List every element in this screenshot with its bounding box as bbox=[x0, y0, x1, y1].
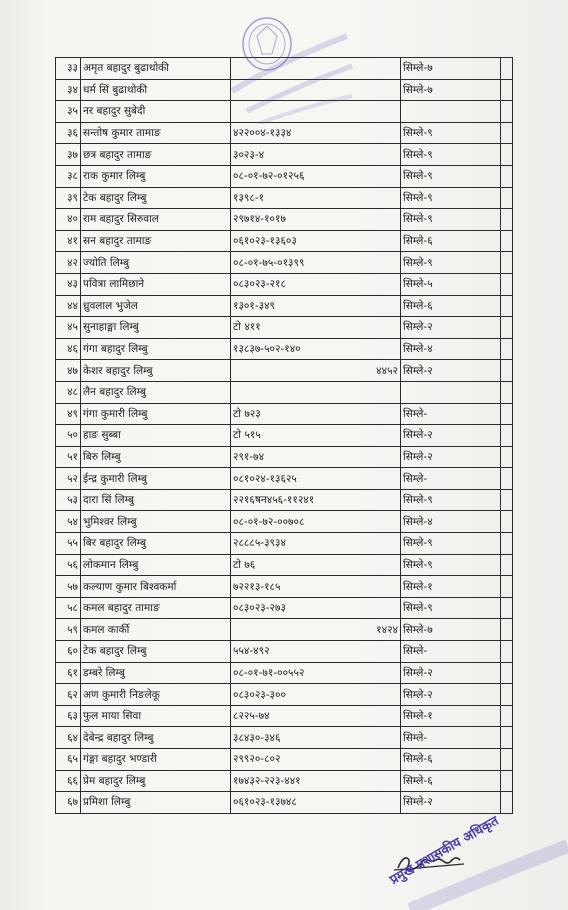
row-name: बिरु लिम्बु bbox=[81, 446, 231, 468]
row-remarks bbox=[501, 381, 513, 403]
table-row bbox=[56, 684, 513, 706]
row-number: ३९ bbox=[56, 187, 81, 209]
row-id-number: १३९८-१ bbox=[231, 187, 401, 209]
row-name: गंङ्गा बहादुर भण्डारी bbox=[81, 749, 231, 771]
row-remarks bbox=[501, 641, 513, 663]
row-name: सन बहादुर तामाङ bbox=[81, 230, 231, 252]
row-name: कल्याण कुमार बिश्वकर्मा bbox=[81, 576, 231, 598]
table-row bbox=[56, 165, 513, 187]
row-id-number: ०८-०१-७२-०१२५६ bbox=[231, 165, 401, 187]
row-name: बिर बहादुर लिम्बु bbox=[81, 533, 231, 555]
row-number: ५८ bbox=[56, 597, 81, 619]
row-number: ४६ bbox=[56, 338, 81, 360]
row-remarks bbox=[501, 165, 513, 187]
row-name: ध्रुवलाल भुजेल bbox=[81, 295, 231, 317]
row-id-number: टो ५१५ bbox=[231, 425, 401, 447]
row-remarks bbox=[501, 727, 513, 749]
table-row bbox=[56, 792, 513, 814]
row-remarks bbox=[501, 403, 513, 425]
roster-body bbox=[56, 58, 513, 814]
row-ward: सिम्ले-१ bbox=[401, 576, 501, 598]
row-number: ५२ bbox=[56, 468, 81, 490]
row-id-number: १४२४ bbox=[231, 619, 401, 641]
row-remarks bbox=[501, 468, 513, 490]
row-ward: सिम्ले-२ bbox=[401, 662, 501, 684]
row-name: ईन्द्र कुमारी लिम्बु bbox=[81, 468, 231, 490]
row-ward: सिम्ले-६ bbox=[401, 749, 501, 771]
table-row bbox=[56, 705, 513, 727]
row-number: ३८ bbox=[56, 165, 81, 187]
row-remarks bbox=[501, 101, 513, 123]
table-row bbox=[56, 641, 513, 663]
row-remarks bbox=[501, 619, 513, 641]
row-ward: सिम्ले-२ bbox=[401, 684, 501, 706]
row-name: डम्बरे लिम्बु bbox=[81, 662, 231, 684]
row-id-number: ०६१०२३-१३७४८ bbox=[231, 792, 401, 814]
row-id-number: ३८४३०-३४६ bbox=[231, 727, 401, 749]
row-ward: सिम्ले-९ bbox=[401, 554, 501, 576]
row-name: नर बहादुर सुबेदी bbox=[81, 101, 231, 123]
row-number: ६५ bbox=[56, 749, 81, 771]
table-row bbox=[56, 403, 513, 425]
row-number: ४३ bbox=[56, 273, 81, 295]
row-ward: सिम्ले-९ bbox=[401, 597, 501, 619]
row-ward: सिम्ले-४ bbox=[401, 511, 501, 533]
table-row bbox=[56, 252, 513, 274]
row-name: प्रमिशा लिम्बु bbox=[81, 792, 231, 814]
row-id-number: टो ४११ bbox=[231, 317, 401, 339]
row-number: ३५ bbox=[56, 101, 81, 123]
row-remarks bbox=[501, 554, 513, 576]
row-name: फुल माया सिवा bbox=[81, 705, 231, 727]
row-number: ६१ bbox=[56, 662, 81, 684]
row-number: ५५ bbox=[56, 533, 81, 555]
row-ward: सिम्ले-९ bbox=[401, 489, 501, 511]
office-stamp bbox=[212, 6, 362, 124]
row-ward: सिम्ले-७ bbox=[401, 79, 501, 101]
table-row bbox=[56, 576, 513, 598]
row-remarks bbox=[501, 122, 513, 144]
signature-title: प्रमुख प्रशासकीय अधिकृत bbox=[387, 813, 502, 888]
row-name: भुमिश्वर लिम्बु bbox=[81, 511, 231, 533]
row-name: गंगा कुमारी लिम्बु bbox=[81, 403, 231, 425]
table-row bbox=[56, 770, 513, 792]
row-number: ४५ bbox=[56, 317, 81, 339]
row-name: पवित्रा लामिछाने bbox=[81, 273, 231, 295]
row-id-number: ५५४-४९२ bbox=[231, 641, 401, 663]
row-remarks bbox=[501, 58, 513, 80]
row-id-number bbox=[231, 381, 401, 403]
row-remarks bbox=[501, 662, 513, 684]
row-id-number: ०८-०१-७१-००५५२ bbox=[231, 662, 401, 684]
row-number: ४१ bbox=[56, 230, 81, 252]
row-id-number: ८२२५-७४ bbox=[231, 705, 401, 727]
row-id-number: २९७१४-१०१७ bbox=[231, 209, 401, 231]
table-row bbox=[56, 209, 513, 231]
row-ward bbox=[401, 381, 501, 403]
row-number: ६२ bbox=[56, 684, 81, 706]
row-ward: सिम्ले-९ bbox=[401, 122, 501, 144]
row-ward: सिम्ले-२ bbox=[401, 425, 501, 447]
table-row bbox=[56, 554, 513, 576]
row-id-number: १३०१-३४९ bbox=[231, 295, 401, 317]
table-row bbox=[56, 338, 513, 360]
row-ward: सिम्ले-६ bbox=[401, 295, 501, 317]
row-ward: सिम्ले-९ bbox=[401, 144, 501, 166]
table-row bbox=[56, 360, 513, 382]
row-number: ६० bbox=[56, 641, 81, 663]
row-id-number: २८८८५-३९३४ bbox=[231, 533, 401, 555]
row-ward: सिम्ले-७ bbox=[401, 619, 501, 641]
row-id-number: ०८३०२३-२१८ bbox=[231, 273, 401, 295]
row-name: प्रेम बहादुर लिम्बु bbox=[81, 770, 231, 792]
row-number: ५७ bbox=[56, 576, 81, 598]
row-name: कमल कार्की bbox=[81, 619, 231, 641]
row-number: ४९ bbox=[56, 403, 81, 425]
row-number: ४७ bbox=[56, 360, 81, 382]
table-row bbox=[56, 597, 513, 619]
row-remarks bbox=[501, 144, 513, 166]
table-row bbox=[56, 317, 513, 339]
row-name: धर्म सिं बुढाथोकी bbox=[81, 79, 231, 101]
row-number: ५० bbox=[56, 425, 81, 447]
row-number: ४० bbox=[56, 209, 81, 231]
row-id-number: ३०२३-४ bbox=[231, 144, 401, 166]
row-ward: सिम्ले-२ bbox=[401, 360, 501, 382]
table-row bbox=[56, 511, 513, 533]
row-id-number: २९९२०-८०२ bbox=[231, 749, 401, 771]
row-number: ६३ bbox=[56, 705, 81, 727]
row-id-number: १३८३७-५०२-१४० bbox=[231, 338, 401, 360]
row-number: ५६ bbox=[56, 554, 81, 576]
row-remarks bbox=[501, 187, 513, 209]
row-name: ज्योति लिम्बु bbox=[81, 252, 231, 274]
row-ward: सिम्ले- bbox=[401, 727, 501, 749]
row-remarks bbox=[501, 576, 513, 598]
row-ward: सिम्ले-९ bbox=[401, 165, 501, 187]
row-ward: सिम्ले- bbox=[401, 641, 501, 663]
table-row bbox=[56, 144, 513, 166]
row-id-number: ०८-०१-७२-००७०८ bbox=[231, 511, 401, 533]
row-number: ३७ bbox=[56, 144, 81, 166]
row-name: टेक बहादुर लिम्बु bbox=[81, 187, 231, 209]
row-ward: सिम्ले-२ bbox=[401, 317, 501, 339]
row-name: गंगा बहादुर लिम्बु bbox=[81, 338, 231, 360]
row-remarks bbox=[501, 79, 513, 101]
row-remarks bbox=[501, 597, 513, 619]
row-remarks bbox=[501, 705, 513, 727]
row-name: लोकमान लिम्बु bbox=[81, 554, 231, 576]
row-ward: सिम्ले-७ bbox=[401, 58, 501, 80]
table-row bbox=[56, 381, 513, 403]
row-remarks bbox=[501, 230, 513, 252]
row-name: लैन बहादुर लिम्बु bbox=[81, 381, 231, 403]
row-id-number: १७४३२-२२३-४४१ bbox=[231, 770, 401, 792]
row-id-number: २२१६षन४५६-११२४१ bbox=[231, 489, 401, 511]
row-remarks bbox=[501, 792, 513, 814]
row-remarks bbox=[501, 360, 513, 382]
row-remarks bbox=[501, 209, 513, 231]
row-id-number: ४२२००४-१३३४ bbox=[231, 122, 401, 144]
row-ward: सिम्ले-२ bbox=[401, 446, 501, 468]
row-remarks bbox=[501, 511, 513, 533]
row-name: केशर बहादुर लिम्बु bbox=[81, 360, 231, 382]
row-ward: सिम्ले-९ bbox=[401, 187, 501, 209]
row-id-number: २९१-७४ bbox=[231, 446, 401, 468]
row-number: ५४ bbox=[56, 511, 81, 533]
row-remarks bbox=[501, 489, 513, 511]
row-id-number: ०६१०२३-१३६०३ bbox=[231, 230, 401, 252]
row-number: ४८ bbox=[56, 381, 81, 403]
row-ward: सिम्ले- bbox=[401, 403, 501, 425]
row-ward: सिम्ले-९ bbox=[401, 209, 501, 231]
row-name: दारा सिं लिम्बु bbox=[81, 489, 231, 511]
row-id-number: ७२२१३-१८५ bbox=[231, 576, 401, 598]
row-id-number: ०८१०२४-१३६२५ bbox=[231, 468, 401, 490]
table-row bbox=[56, 749, 513, 771]
table-row bbox=[56, 446, 513, 468]
row-number: ३६ bbox=[56, 122, 81, 144]
row-number: ५९ bbox=[56, 619, 81, 641]
row-id-number: टो ७२३ bbox=[231, 403, 401, 425]
row-number: ४४ bbox=[56, 295, 81, 317]
row-name: टेक बहादुर लिम्बु bbox=[81, 641, 231, 663]
row-name: कमल बहादुर तामाङ bbox=[81, 597, 231, 619]
table-row bbox=[56, 468, 513, 490]
row-remarks bbox=[501, 338, 513, 360]
row-name: हाङ सुब्बा bbox=[81, 425, 231, 447]
roster-table bbox=[55, 57, 513, 814]
row-id-number: ०८३०२३-३०० bbox=[231, 684, 401, 706]
row-ward: सिम्ले-२ bbox=[401, 792, 501, 814]
row-id-number: ४४५२ bbox=[231, 360, 401, 382]
row-name: सन्तोष कुमार तामाङ bbox=[81, 122, 231, 144]
row-ward: सिम्ले-६ bbox=[401, 770, 501, 792]
row-remarks bbox=[501, 273, 513, 295]
row-ward bbox=[401, 101, 501, 123]
row-name: देबेन्द्र बहादुर लिम्बु bbox=[81, 727, 231, 749]
row-id-number: टो ७६ bbox=[231, 554, 401, 576]
table-row bbox=[56, 122, 513, 144]
row-remarks bbox=[501, 252, 513, 274]
row-number: ६७ bbox=[56, 792, 81, 814]
table-row bbox=[56, 489, 513, 511]
row-name: राम बहादुर सिरुवाल bbox=[81, 209, 231, 231]
row-ward: सिम्ले-५ bbox=[401, 273, 501, 295]
row-name: राक कुमार लिम्बु bbox=[81, 165, 231, 187]
row-remarks bbox=[501, 684, 513, 706]
row-ward: सिम्ले-१ bbox=[401, 705, 501, 727]
row-remarks bbox=[501, 770, 513, 792]
table-row bbox=[56, 533, 513, 555]
row-number: ६६ bbox=[56, 770, 81, 792]
row-name: छत्र बहादुर तामाङ bbox=[81, 144, 231, 166]
row-number: ३४ bbox=[56, 79, 81, 101]
row-name: सुनाहाङ्मा लिम्बु bbox=[81, 317, 231, 339]
table-row bbox=[56, 230, 513, 252]
row-name: अण कुमारी निङलेकू bbox=[81, 684, 231, 706]
row-remarks bbox=[501, 749, 513, 771]
row-number: ५१ bbox=[56, 446, 81, 468]
row-id-number: ०८-०१-७५-०१३९९ bbox=[231, 252, 401, 274]
row-ward: सिम्ले-६ bbox=[401, 230, 501, 252]
table-row bbox=[56, 187, 513, 209]
row-number: ६४ bbox=[56, 727, 81, 749]
row-remarks bbox=[501, 533, 513, 555]
table-row bbox=[56, 295, 513, 317]
row-ward: सिम्ले-९ bbox=[401, 252, 501, 274]
table-row bbox=[56, 425, 513, 447]
row-number: ५३ bbox=[56, 489, 81, 511]
row-remarks bbox=[501, 446, 513, 468]
table-row bbox=[56, 662, 513, 684]
row-remarks bbox=[501, 425, 513, 447]
row-ward: सिम्ले-४ bbox=[401, 338, 501, 360]
row-number: ४२ bbox=[56, 252, 81, 274]
row-id-number: ०८३०२३-२७३ bbox=[231, 597, 401, 619]
row-remarks bbox=[501, 317, 513, 339]
row-name: अमृत बहादुर बुढाथोकी bbox=[81, 58, 231, 80]
row-ward: सिम्ले-९ bbox=[401, 533, 501, 555]
row-remarks bbox=[501, 295, 513, 317]
row-ward: सिम्ले- bbox=[401, 468, 501, 490]
row-number: ३३ bbox=[56, 58, 81, 80]
table-row bbox=[56, 727, 513, 749]
table-row bbox=[56, 273, 513, 295]
table-row bbox=[56, 619, 513, 641]
